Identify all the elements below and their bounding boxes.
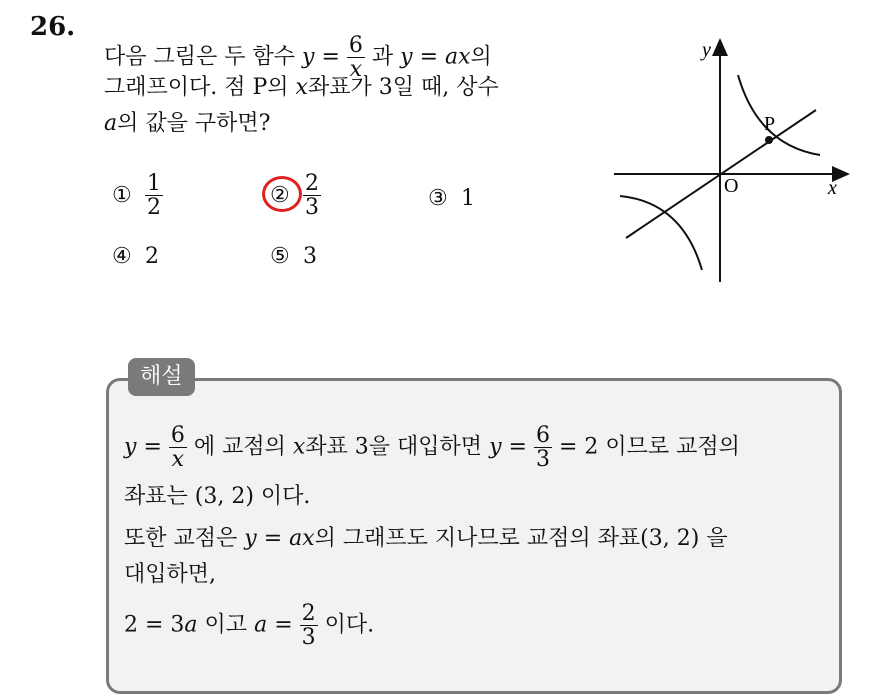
choice-1[interactable]: ① $\frac{1}{2}$ [112, 171, 161, 221]
choice-3[interactable]: ③ 1 [428, 186, 475, 211]
intersection-point-p [765, 136, 773, 144]
function-graph [606, 30, 876, 290]
question-line-2: 그래프이다. 점 P의 x좌표가 3일 때, 상수 [104, 75, 499, 100]
solution-line-3: 또한 교점은 y = ax의 그래프도 지나므로 교점의 좌표(3, 2) 을 [124, 526, 728, 551]
origin-label: O [724, 175, 739, 197]
solution-tag: 해설 [128, 358, 195, 396]
solution-line-2: 좌표는 (3, 2) 이다. [124, 484, 311, 509]
solution-line-5: 2 = 3a 이고 a = $\frac{2}{3}$ 이다. [124, 601, 375, 651]
solution-line-1: y = $\frac{6}{x}$ 에 교점의 x좌표 3을 대입하면 y = $\frac{6}{3}$ = 2 이므로 교점의 [124, 423, 740, 473]
question-line-1: 다음 그림은 두 함수 y = $\frac{6}{x}$ 과 y = ax의 [104, 33, 492, 83]
question-number: 26. [30, 12, 76, 42]
solution-line-4: 대입하면, [124, 562, 217, 587]
y-axis-label: y [702, 39, 711, 61]
fraction-6-over-x: $\frac{6}{x}$ [348, 33, 363, 83]
choice-5[interactable]: ⑤ 3 [270, 244, 317, 269]
choice-2[interactable]: ② $\frac{2}{3}$ [270, 171, 319, 221]
choice-4[interactable]: ④ 2 [112, 244, 159, 269]
x-axis-label: x [828, 177, 837, 199]
point-label: P [764, 113, 776, 135]
question-line-3: a의 값을 구하면? [104, 111, 271, 136]
